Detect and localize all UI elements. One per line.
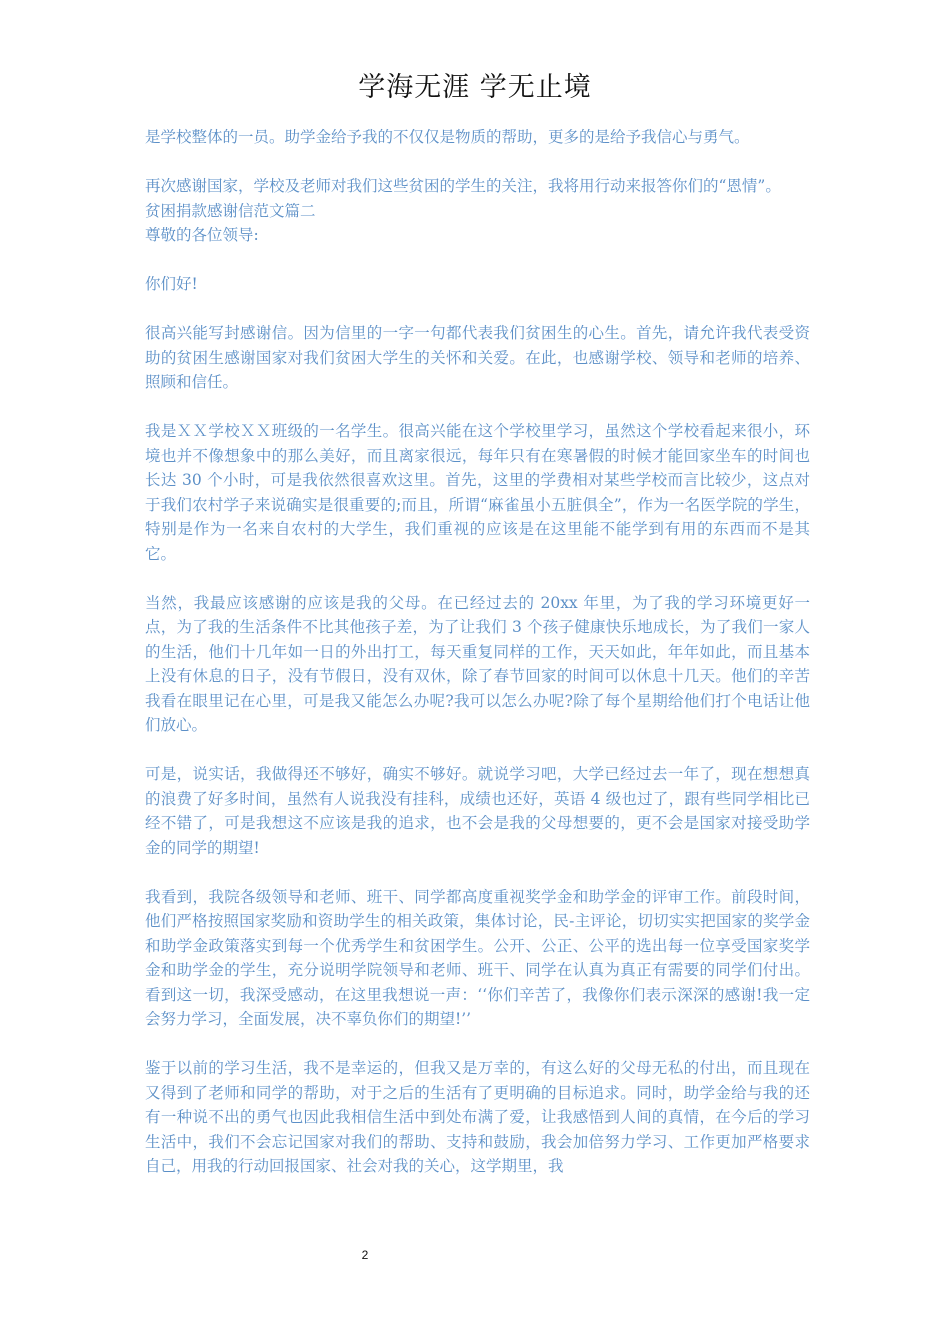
salutation: 尊敬的各位领导: <box>145 226 259 244</box>
paragraph-future: 鉴于以前的学习生活，我不是幸运的，但我又是万幸的，有这么好的父母无私的付出，而且现在又得到了老师和同学的帮助，对于之后的生活有了更明确的目标追求。同时，助学金给与我的还有一种说不出的勇气也因此我相信生活中到处布满了爱，让我感悟到人间的真情，在今后的学习生活中，我们不会忘记国家对我们的帮助、支持和鼓励，我会加倍努力学习、工作更加严格要求自己，用我的行动回报国家、社会对我的关心，这学期里，我 <box>145 1059 810 1175</box>
paragraph-2: 再次感谢国家，学校及老师对我们这些贫困的学生的关注，我将用行动来报答你们的“恩情”。 <box>145 177 781 195</box>
page-header-title: 学海无涯 学无止境 <box>358 72 592 103</box>
paragraph-intro: 很高兴能写封感谢信。因为信里的一字一句都代表我们贫困生的心生。首先，请允许我代表受资助的贫困生感谢国家对我们贫困大学生的关怀和关爱。在此，也感谢学校、领导和老师的培养、照顾和信任。 <box>145 324 810 391</box>
paragraph-gap <box>145 860 810 885</box>
section-heading: 贫困捐款感谢信范文篇二 <box>145 201 316 220</box>
paragraph-gap <box>145 1032 810 1057</box>
paragraph-1: 是学校整体的一员。助学金给予我的不仅仅是物质的帮助，更多的是给予我信心与勇气。 <box>145 128 750 146</box>
greeting: 你们好! <box>145 275 198 293</box>
paragraph-gap <box>145 150 810 175</box>
document-body <box>145 125 810 1179</box>
paragraph-gap <box>145 297 810 322</box>
paragraph-gap <box>145 395 810 420</box>
paragraph-gap <box>145 738 810 763</box>
paragraph-leaders: 我看到，我院各级领导和老师、班干、同学都高度重视奖学金和助学金的评审工作。前段时间，他们严格按照国家奖励和资助学生的相关政策，集体讨论，民-主评论，切切实实把国家的奖学金和助学金政策落实到每一个优秀学生和贫困学生。公开、公正、公平的选出每一位享受国家奖学金和助学金的学生，充分说明学院领导和老师、班干、同学在认真为真正有需要的同学们付出。看到这一切，我深受感动，在这里我想说一声：‘‘你们辛苦了，我像你们表示深深的感谢!我一定会努力学习，全面发展，决不辜负你们的期望!’’ <box>145 887 810 1028</box>
paragraph-gap <box>145 566 810 591</box>
paragraph-parents: 当然，我最应该感谢的应该是我的父母。在已经过去的 20xx 年里，为了我的学习环境更好一点，为了我的生活条件不比其他孩子差，为了让我们 3 个孩子健康快乐地成长，为了我们一家人的生活，他们十几年如一日的外出打工，每天重复同样的工作，天天如此，年年如此，而且基本上没有休息的日子，没有节假日，没有双休，除了春节回家的时间可以休息十几天。他们的辛苦我看在眼里记在心里，可是我又能怎么办呢?我可以怎么办呢?除了每个星期给他们打个电话让他们放心。 <box>145 593 810 734</box>
page-number: 2 <box>361 1248 369 1262</box>
paragraph-gap <box>145 248 810 273</box>
paragraph-study: 可是，说实话，我做得还不够好，确实不够好。就说学习吧，大学已经过去一年了，现在想想真的浪费了好多时间，虽然有人说我没有挂科，成绩也还好，英语 4 级也过了，跟有些同学相比已经不错了，可是我想这不应该是我的追求，也不会是我的父母想要的，更不会是国家对接受助学金的同学的期望! <box>145 765 810 857</box>
paragraph-school: 我是ＸＸ学校ＸＸ班级的一名学生。很高兴能在这个学校里学习，虽然这个学校看起来很小，环境也并不像想象中的那么美好，而且离家很远，每年只有在寒暑假的时候才能回家坐车的时间也长达 30 个小时，可是我依然很喜欢这里。首先，这里的学费相对某些学校而言比较少，这点对于我们农村学子来说确实是很重要的;而且，所谓“麻雀虽小五脏俱全”，作为一名医学院的学生，特别是作为一名来自农村的大学生，我们重视的应该是在这里能不能学到有用的东西而不是其它。 <box>145 422 810 563</box>
